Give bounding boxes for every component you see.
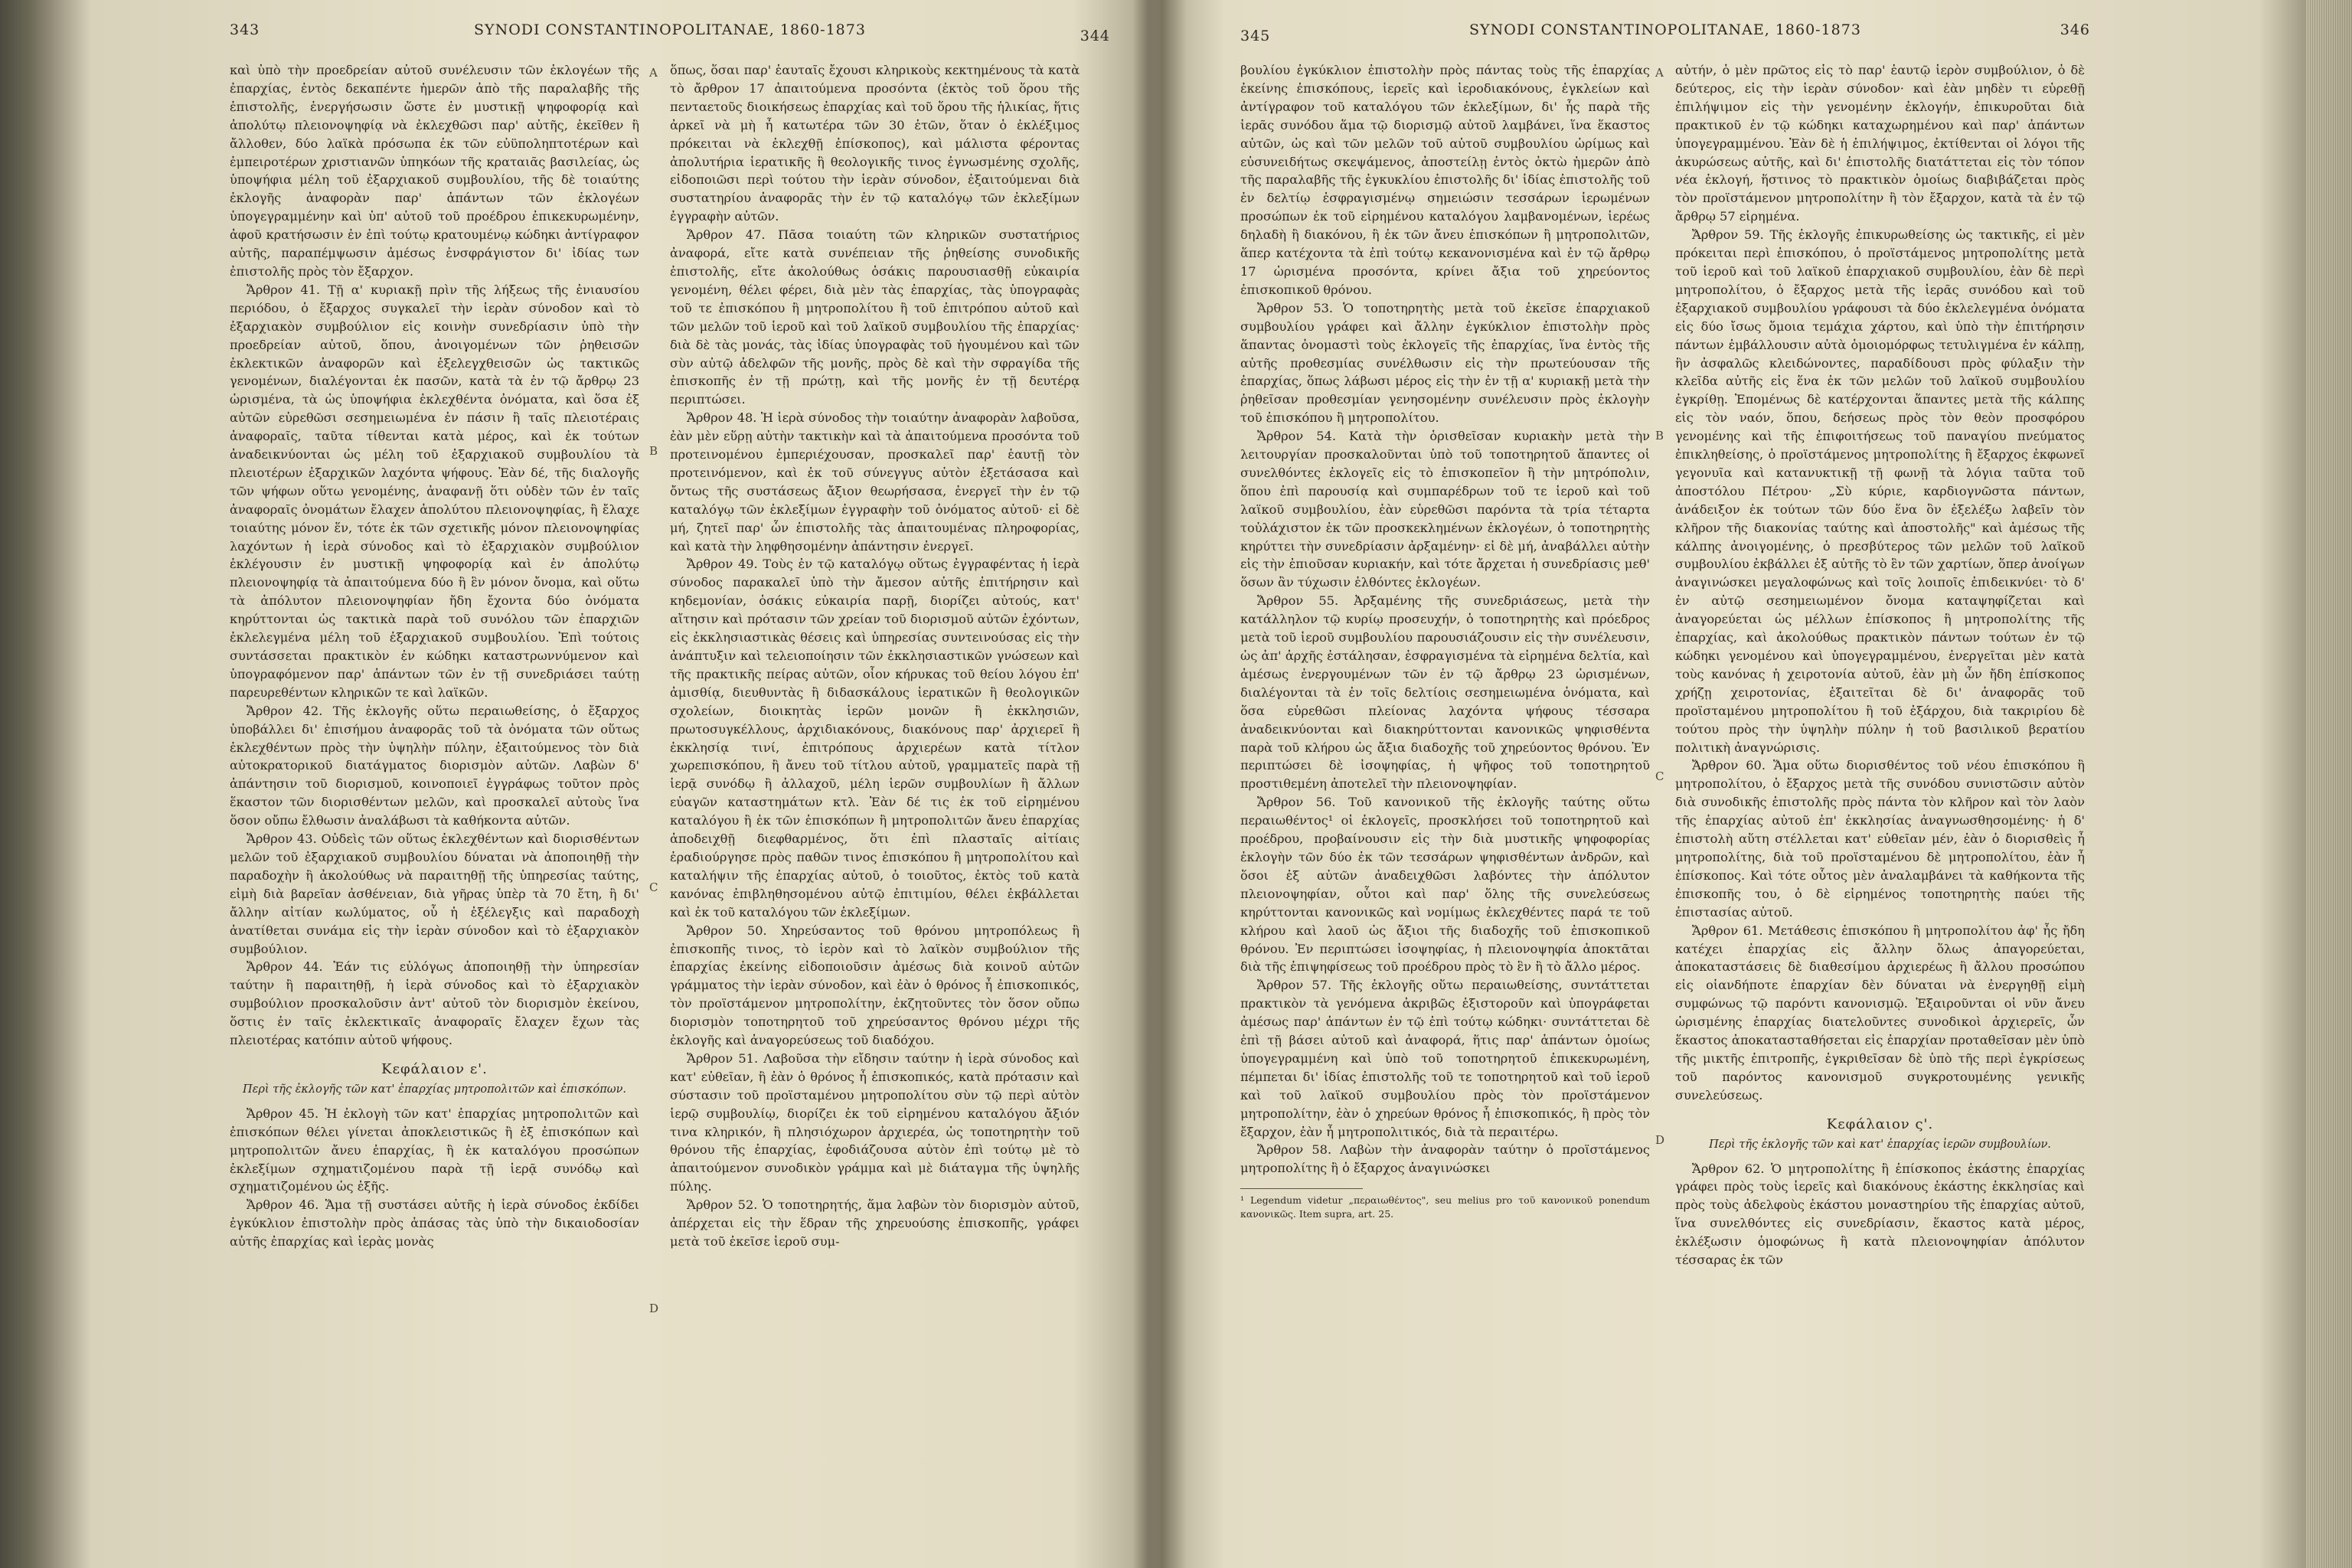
margin-letter-b: B [649, 444, 658, 458]
page-edges [2306, 0, 2352, 1568]
article-45: Ἄρθρον 45. Ἡ ἐκλογὴ τῶν κατ' ἐπαρχίας μητροπολιτῶν καὶ ἐπισκόπων θέλει γίνεται ἀποκλειστικῶς ἢ ἐξ ἐπισκόπων καὶ μητροπολιτῶν ἄνευ ἐπαρχίας, ἢ ἐκ καταλόγου προσώπων ἐκλεξίμων σχηματιζομένου παρὰ τῇ ἱερᾷ συνόδῳ καὶ σχηματιζομένου ὡς ἑξῆς. [230, 1106, 639, 1194]
chapter-subtitle: Περὶ τῆς ἐκλογῆς τῶν κατ' ἐπαρχίας μητροπολιτῶν καὶ ἐπισκόπων. [242, 1083, 627, 1096]
article-61: Ἄρθρον 61. Μετάθεσις ἐπισκόπου ἢ μητροπολίτου ἀφ' ἧς ἤδη κατέχει ἐπαρχίας εἰς ἄλλην ὅλως ἀπαγορεύεται, ἀποκαταστάσεις δὲ διαθεσίμου ἀρχιερέως ἢ ἄλλου προσώπου εἰς οἱανδήποτε ἐπαρχίαν δὲν δύναται νὰ ἐνεργηθῇ εἰμὴ συμφώνως τῷ παρόντι κανονισμῷ. Ἐξαιροῦνται οἱ νῦν ἄνευ ὡρισμένης ἐπαρχίας διατελοῦντες συνοδικοὶ ἀρχιερεῖς, ὧν ἕκαστος ἀποκατασταθήσεται εἰς ἐπαρχίαν προταθεῖσαν μὲν ὑπὸ τῆς μικτῆς ἐπιτροπῆς, ἐγκριθεῖσαν δὲ ὑπὸ τῆς περὶ ἐγκρίσεως τοῦ παρόντος κανονισμοῦ συγκροτουμένης γενικῆς συνελεύσεως. [1675, 923, 2085, 1102]
article-56: Ἄρθρον 56. Τοῦ κανονικοῦ τῆς ἐκλογῆς ταύτης οὕτω περαιωθέντος¹ οἱ ἐκλογεῖς, προσκλήσει τοῦ τοποτηρητοῦ καὶ προέδρου, προβαίνουσιν εἰς τὴν διὰ μυστικῆς ψηφοφορίας ἐκλογὴν τῶν δύο ἐκ τῶν τεσσάρων ψηφισθέντων ἀνδρῶν, καὶ ὅσοι ἐξ αὐτῶν ἀναδειχθῶσι λαβόντες τὴν ἀπόλυτον πλειονοψηφίαν, οὗτοι καὶ παρ' ὅλης τῆς συνελεύσεως κηρύττονται κανονικῶς καὶ νομίμως ἐκλεχθέντες παρά τε τοῦ κλήρου καὶ λαοῦ ὡς ἄξιοι τῆς διαδοχῆς τοῦ ἐπισκοπικοῦ θρόνου. Ἐν περιπτώσει ἰσοψηφίας, ἡ πλειονοψηφία ἀποκτᾶται διὰ τῆς ἐπιψηφίσεως τοῦ προέδρου πρὸς τὸ ἓν ἢ τὸ ἄλλο μέρος. [1240, 795, 1650, 975]
left-page-column-2 [670, 61, 1080, 1539]
footnote: ¹ Legendum videtur „περαιωθέντος", seu melius pro τοῦ κανονικοῦ ponendum κανονικῶς. Item supra, art. 25. [1240, 1194, 1650, 1220]
chapter-heading: Κεφάλαιον ς'. [1826, 1116, 1934, 1132]
article-48: Ἄρθρον 48. Ἡ ἱερὰ σύνοδος τὴν τοιαύτην ἀναφορὰν λαβοῦσα, ἐὰν μὲν εὕρῃ αὐτὴν τακτικὴν καὶ τὰ ἀπαιτούμενα προσόντα τοῦ προτεινομένου ἐμπεριέχουσαν, προσκαλεῖ παρ' ἑαυτῇ τὸν προτεινόμενον, καὶ ἐκ τοῦ σύνεγγυς αὐτὸν ἐξετάσασα καὶ ὄντως τῆς συστάσεως ἄξιον θεωρήσασα, ἐνεργεῖ τὴν ἐν τῷ καταλόγῳ τῶν ἐκλεξίμων ἐγγραφὴν τοῦ ὀνόματος αὐτοῦ· εἰ δὲ μή, ζητεῖ παρ' ὧν ἐπιστολῆς τὰς ἀπαιτουμένας πληροφορίας, καὶ κατὰ τὴν ληφθησομένην ἀπάντησιν ἐνεργεῖ. [670, 410, 1080, 554]
article-41: Ἄρθρον 41. Τῇ α' κυριακῇ πρὶν τῆς λήξεως τῆς ἐνιαυσίου περιόδου, ὁ ἔξαρχος συγκαλεῖ τὴν ἱερὰν σύνοδον καὶ τὸ ἐξαρχιακὸν συμβούλιον εἰς κοινὴν συνεδρίασιν ὑπὸ τὴν προεδρείαν αὐτοῦ, ὅπου, ἀνοιγομένων τῶν ῥηθεισῶν ἐκλεκτικῶν ἀναφορῶν καὶ ἐξελεγχθεισῶν ὡς τακτικῶς γενομένων, διαλέγονται ἐκ πασῶν, κατὰ τὰ ἐν τῷ ἄρθρῳ 23 ὡρισμένα, τὰ ὡς ὑποψήφια ἐκλεχθέντα ὀνόματα, καὶ ὅσα ἐξ αὐτῶν εὑρεθῶσι σεσημειωμένα ἐν πάσιν ἢ ταῖς πλειοτέραις ἀναφοραῖς, ταῦτα τίθενται κατὰ μέρος, καὶ ἐκ τούτων ἀναδεικνύονται ὡς μέλη τοῦ ἐξαρχιακοῦ συμβουλίου τὰ πλειοτέρων ἐξαρχικῶν λαχόντα ψήφους. Ἐὰν δέ, τῆς διαλογῆς τῶν ψήφων οὕτω γενομένης, ἀναφανῇ ὅτι οὐδὲν τῶν ἐν ταῖς ἀναφοραῖς ὀνομάτων ἔλαχεν ἀπολύτου πλειονοψηφίας, ἢ ἔλαχε τοιαύτης μόνον ἕν, τότε ἐκ τῶν σχετικῆς μόνον πλειονοψηφίας λαχόντων ἡ ἱερὰ σύνοδος καὶ τὸ ἐξαρχιακὸν συμβούλιον ἐκλέγουσιν ἐν μυστικῇ ψηφοφορίᾳ καὶ ἐν ἀπολύτῳ πλειονοψηφίᾳ τὰ ἀπαιτούμενα δύο ἢ ἓν μόνον ὄνομα, καὶ οὕτω τὰ ἀπόλυτον πλειονοψηφίαν ἤδη ἔχοντα δύο ὀνόματα κηρύττονται ὡς τακτικὰ παρὰ τοῦ συνόλου τῶν ἐπαρχιῶν ἐκλελεγμένα μέλη τοῦ ἐξαρχιακοῦ συμβουλίου. Ἐπὶ τούτοις συντάσσεται πρακτικὸν ἐν κώδηκι καταστρωννύμενον καὶ ὑπογραφόμενον παρ' ἁπάντων τῶν ἐν τῇ συνεδριάσει ταύτῃ παρευρεθέντων κληρικῶν τε καὶ λαϊκῶν. [230, 282, 639, 700]
article-58: Ἄρθρον 58. Λαβὼν τὴν ἀναφορὰν ταύτην ὁ προϊστάμενος μητροπολίτης ἢ ὁ ἔξαρχος ἀναγινώσκει [1240, 1142, 1650, 1176]
book-gutter [1133, 0, 1187, 1568]
article-46: Ἄρθρον 46. Ἅμα τῇ συστάσει αὐτῆς ἡ ἱερὰ σύνοδος ἐκδίδει ἐγκύκλιον ἐπιστολὴν πρὸς ἁπάσας τὰς ὑπὸ τὴν δικαιοδοσίαν αὐτῆς ἐπαρχίας καὶ ἱερὰς μονὰς [230, 1197, 639, 1250]
article-59: Ἄρθρον 59. Τῆς ἐκλογῆς ἐπικυρωθείσης ὡς τακτικῆς, εἰ μὲν πρόκειται περὶ ἐπισκόπου, ὁ προϊστάμενος μητροπολίτης μετὰ τοῦ ἱεροῦ καὶ τοῦ λαϊκοῦ ἐπαρχιακοῦ συμβουλίου, ἐὰν δὲ περὶ μητροπολίτου, ὁ ἔξαρχος μετὰ τῆς ἱερᾶς συνόδου καὶ τοῦ ἐξαρχιακοῦ συμβουλίου γράφουσι τὰ δύο ἐκλελεγμένα ὀνόματα εἰς δύο ἴσως ὅμοια τεμάχια χάρτου, καὶ ὑπὸ τὴν ἐπιτήρησιν πάντων ἐμβάλλουσιν αὐτὰ ὁμοιομόρφως τετυλιγμένα ἐν κάλπῃ, ἣν ἀσφαλῶς κλειδώνοντες, παραδίδουσι πρὸς φύλαξιν τὴν κλεῖδα αὐτῆς εἰς ἕνα ἐκ τῶν μελῶν τοῦ λαϊκοῦ συμβουλίου ἐγκρίθῃ. Ἐπομένως δὲ κατέρχονται ἅπαντες μετὰ τῆς κάλπης εἰς τὸν ναόν, ὅπου, δεήσεως πρὸς τὸν θεὸν προσφόρου γενομένης καὶ τῆς ἐπιφοιτήσεως τοῦ παναγίου πνεύματος ἐπικληθείσης, ὁ προϊστάμενος μητροπολίτης ἢ ἔξαρχος ἐκφωνεῖ γεγονυῖα καὶ κατανυκτικῇ τῇ φωνῇ τὰ λόγια ταῦτα τοῦ ἀποστόλου Πέτρου· „Σὺ κύριε, καρδιογνῶστα πάντων, ἀνάδειξον ἐκ τούτων τῶν δύο ἕνα ὃν ἐξελέξω λαβεῖν τὸν κλῆρον τῆς διακονίας ταύτης καὶ ἀποστολῆς" καὶ ἀμέσως τῆς κάλπης ἀνοιγομένης, ὁ πρεσβύτερος τῶν μελῶν τοῦ λαϊκοῦ συμβουλίου ἐκβάλλει ἐξ αὐτῆς τὸ ἓν τῶν χαρτίων, ὅπερ ἀνοίγων ἀναγινώσκει μεγαλοφώνως καὶ τοῖς λοιποῖς ἐπιδεικνύει· τὸ δ' ἐν αὐτῷ σεσημειωμένον ὄνομα καταψηφίζεται καὶ ἀναγορεύεται ὡς μέλλων ἐπίσκοπος ἢ μητροπολίτης τῆς ἐπαρχίας, καὶ ἀκολούθως πρακτικὸν πάντων τούτων ἐν τῷ κώδηκι γενομένου καὶ ὑπογεγραμμένου, ἐνεργεῖται μὲν κατὰ τοὺς κανόνας ἡ χειροτονία αὐτοῦ, ἐὰν μὴ ὦν ἤδη ἐπίσκοπος χρήζῃ χειροτονίας, ἐξαιτεῖται δὲ δι' ἀναφορᾶς τοῦ προϊσταμένου μητροπολίτου ἢ τοῦ ἐξάρχου, διὰ τακριρίου δὲ τούτου πρὸς τὴν ὑψηλὴν πύλην ἡ τοῦ βασιλικοῦ βερατίου πολιτικὴ ἀναγνώρισις. [1675, 227, 2085, 755]
article-53: Ἄρθρον 53. Ὁ τοποτηρητὴς μετὰ τοῦ ἐκεῖσε ἐπαρχιακοῦ συμβουλίου γράφει καὶ ἄλλην ἐγκύκλιον ἐπιστολὴν πρὸς ἅπαντας ὀνομαστὶ τοὺς ἐκλογεῖς τῆς ἐπαρχίας, ἵνα ἐντὸς τῆς αὐτῆς προθεσμίας συνέλθωσιν εἰς τὴν πρωτεύουσαν τῆς ἐπαρχίας, ὅπως λάβωσι μέρος εἰς τὴν ἐν τῇ α' κυριακῇ μετὰ τὴν ῥηθεῖσαν προθεσμίαν γενησομένην συνέλευσιν πρὸς ἐκλογὴν τοῦ ἐπισκόπου ἢ μητροπολίτου. [1240, 300, 1650, 426]
running-title-left: SYNODI CONSTANTINOPOLITANAE, 1860-1873 [474, 21, 866, 38]
running-head-left [230, 21, 1110, 52]
chapter-subtitle: Περὶ τῆς ἐκλογῆς τῶν καὶ κατ' ἐπαρχίας ἱερῶν συμβουλίων. [1709, 1138, 2051, 1151]
paragraph: ὅπως, ὅσαι παρ' ἑαυταῖς ἔχουσι κληρικοὺς κεκτημένους τὰ κατὰ τὸ ἄρθρον 17 ἀπαιτούμενα προσόντα (ἐκτὸς τοῦ ὅρου τῆς πενταετοῦς διοικήσεως ἐπαρχίας καὶ τοῦ ὅρου τῆς ἡλικίας, ἥτις ἀρκεῖ νὰ μὴ ἦ κατωτέρα τῶν 30 ἐτῶν, ὅταν ὁ ἐκλέξιμος πρόκειται νὰ ἐκλεχθῇ ἐπίσκοπος), καὶ μάλιστα φέροντας ἀπολυτήρια ἱερατικῆς ἢ θεολογικῆς τινος ἐγνωσμένης σχολῆς, εἰδοποιῶσι περὶ τούτου τὴν ἱερὰν σύνοδον, ἐξαιτούμεναι διὰ συστατηρίου ἀναφορᾶς τὴν ἐν τῷ καταλόγῳ τῶν ἐκλεξίμων ἐγγραφὴν αὐτῶν. [670, 63, 1080, 224]
margin-letter-a: A [649, 66, 658, 80]
margin-letter-a-right: A [1655, 66, 1664, 80]
margin-letter-d: D [649, 1302, 659, 1315]
page-number-343: 343 [230, 21, 260, 38]
article-49: Ἄρθρον 49. Τοὺς ἐν τῷ καταλόγῳ οὕτως ἐγγραφέντας ἡ ἱερὰ σύνοδος παρακαλεῖ ὑπὸ τὴν ἄμεσον αὐτῆς ἐπιτήρησιν καὶ κηδεμονίαν, ὁσάκις εὐκαιρία παρῇ, διορίζει αὐτούς, κατ' αἴτησιν καὶ πρότασιν τῶν χρείαν τοῦ διορισμοῦ αὐτῶν ἐχόντων, εἰς ἐκκλησιαστικὰς θέσεις καὶ ὑπηρεσίας συντεινούσας εἰς τὴν ἀνάπτυξιν καὶ τελειοποίησιν τῶν ἐκκλησιαστικῶν γνώσεων καὶ τῆς πρακτικῆς πείρας αὐτῶν, οἷον κήρυκας τοῦ θείου λόγου ἐπ' ἀμισθίᾳ, διευθυντὰς ἢ διδασκάλους ἱερατικῶν ἢ θεολογικῶν σχολείων, διοικητὰς ἱερῶν μονῶν ἢ ἐκκλησιῶν, πρωτοσυγκέλλους, ἀρχιδιακόνους, διακόνους παρ' ἀρχιερεῖ ἢ ἐκκλησίᾳ τινί, ἐπιτρόπους ἀρχιερέων κατὰ τίτλον χωρεπισκόπου, ἢ ἄνευ τοῦ τίτλου αὐτοῦ, γραμματεῖς παρὰ τῇ ἱερᾷ συνόδῳ ἢ ἀλλαχοῦ, μέλη ἱερῶν συμβουλίων ἢ ἄλλων εὐαγῶν καταστημάτων κτλ. Ἐὰν δέ τις ἐκ τοῦ εἰρημένου καταλόγου ἢ ἐκ τῶν ἐπισκόπων ἢ μητροπολιτῶν ἄνευ ἐπαρχίας ἀποδειχθῇ διεφθαρμένος, ὅτι ἐπὶ πλασταῖς αἰτίαις ἐραδιούργησε πρὸς παθῶν τινος ἐπισκόπου ἢ μητροπολίτου καὶ καταλήψιν τῆς ἐπαρχίας αὐτοῦ, ὁ τοιοῦτος, ἐκτὸς τοῦ κατὰ κανόνας ἐπιβληθησομένου αὐτῷ ἐπιτιμίου, θέλει ἐκβάλλεται καὶ ἐκ τοῦ καταλόγου τῶν ἐκλεξίμων. [670, 557, 1080, 920]
margin-letter-c: C [649, 880, 658, 894]
article-50: Ἄρθρον 50. Χηρεύσαντος τοῦ θρόνου μητροπόλεως ἢ ἐπισκοπῆς τινος, τὸ ἱερὸν καὶ τὸ λαϊκὸν συμβούλιον τῆς ἐπαρχίας ἐκείνης εἰδοποιοῦσιν ἀμέσως διὰ κοινοῦ αὐτῶν γράμματος τὴν ἱερὰν σύνοδον, καὶ ἐὰν ὁ θρόνος ἦ ἐπισκοπικός, τὸν προϊστάμενον μητροπολίτην, ἐκζητοῦντες τὸν ὅσον οὔπω διορισμὸν τοποτηρητοῦ τοῦ χηρεύσαντος θρόνου μέχρι τῆς ἐκλογῆς καὶ ἀναγορεύσεως τοῦ διαδόχου. [670, 923, 1080, 1048]
article-51: Ἄρθρον 51. Λαβοῦσα τὴν εἴδησιν ταύτην ἡ ἱερὰ σύνοδος καὶ κατ' εὐθεῖαν, ἢ ἐὰν ὁ θρόνος ἦ ἐπισκοπικός, κατὰ πρότασιν καὶ σύστασιν τοῦ προϊσταμένου μητροπολίτου σὺν τῷ περὶ αὐτὸν ἱερῷ συμβουλίῳ, διορίζει ἐκ τοῦ εἰρημένου καταλόγου ἄξιόν τινα κληρικόν, ἢ πλησιόχωρον ἀρχιερέα, ὡς τοποτηρητὴν τοῦ θρόνου τῆς ἐπαρχίας, ἐφοδιάζουσα αὐτὸν ἐπὶ τούτῳ μὲ τὸ ἀπαιτούμενον συνοδικὸν γράμμα καὶ μὲ διάταγμα τῆς ὑψηλῆς πύλης. [670, 1050, 1080, 1194]
article-60: Ἄρθρον 60. Ἅμα οὕτω διορισθέντος τοῦ νέου ἐπισκόπου ἢ μητροπολίτου, ὁ ἔξαρχος μετὰ τῆς συνόδου συνιστῶσιν αὐτὸν διὰ συνοδικῆς ἐπιστολῆς πρὸς πάντα τὸν κλῆρον καὶ τὸν λαὸν τῆς ἐπαρχίας αὐτοῦ ἐπ' ἐκκλησίας ἀναγνωσθησομένης· ἡ δ' ἐπιστολὴ αὕτη στέλλεται κατ' εὐθεῖαν μέν, ἐὰν ὁ διορισθεὶς ἦ μητροπολίτης, διὰ τοῦ προϊσταμένου δὲ μητροπολίτου, ἐὰν ἦ ἐπίσκοπος. Καὶ τότε οὗτος μὲν ἀναλαμβάνει τὰ καθήκοντα τῆς ἐπισκοπῆς του, ὁ δὲ εἰρημένος τοποτηρητὴς παύει τῆς ἐπιστασίας αὐτοῦ. [1675, 758, 2085, 920]
chapter-heading: Κεφάλαιον ε'. [381, 1060, 488, 1077]
right-page-column-1 [1240, 61, 1650, 1539]
article-54: Ἄρθρον 54. Κατὰ τὴν ὁρισθεῖσαν κυριακὴν μετὰ τὴν λειτουργίαν προσκαλοῦνται ὑπὸ τοῦ τοποτηρητοῦ ἅπαντες οἱ συνελθόντες ἐκλογεῖς εἰς τὸ ἐπισκοπεῖον ἢ τὴν μητρόπολιν, ὅπου ἐπὶ παρουσίᾳ καὶ συμπαρέδρων τοῦ τε ἱεροῦ καὶ τοῦ λαϊκοῦ συμβουλίου, ἐὰν εὑρεθῶσι παρόντα τὰ τρία τέταρτα τοὐλάχιστον ἐκ τῶν προσκεκλημένων ἐκλογέων, ὁ τοποτηρητὴς κηρύττει τὴν συνεδρίασιν ἀρξαμένην· εἰ δὲ μή, ἀναβάλλει αὐτὴν εἰς τὴν ἐπιοῦσαν κυριακήν, καὶ τότε ἄρχεται ἡ συνεδρίασις μεθ' ὅσων ἂν τύχωσιν ἐλθόντες ἐκλογέων. [1240, 429, 1650, 590]
margin-letter-c-right: C [1655, 769, 1664, 783]
article-55: Ἄρθρον 55. Ἀρξαμένης τῆς συνεδριάσεως, μετὰ τὴν κατάλληλον τῷ κυρίῳ προσευχήν, ὁ τοποτηρητὴς καὶ πρόεδρος μετὰ τοῦ ἱεροῦ συμβουλίου παρουσιάζουσιν εἰς τὴν συνέλευσιν, ὡς ἀπ' ἀρχῆς ἐστάλησαν, ἐσφραγισμένα τὰ εἰρημένα δελτία, καὶ ἀμέσως ἐνεργουμένων τῶν ἐν τῷ ἄρθρῳ 23 ὡρισμένων, διαλέγονται τὰ ἐν τοῖς δελτίοις σεσημειωμένα ὀνόματα, καὶ ὅσα εὑρεθῶσι πλείονας λαχόντα ψήφους τέσσαρα ἀναδεικνύονται καὶ διακηρύττονται κανονικῶς ψηφισθέντα παρὰ τοῦ κλήρου ὡς ἄξια διαδοχῆς τοῦ χηρεύοντος θρόνου. Ἐν περιπτώσει δὲ ἰσοψηφίας, ἡ ψῆφος τοῦ τοποτηρητοῦ προστιθεμένη ἀποτελεῖ τὴν πλειονοψηφίαν. [1240, 593, 1650, 792]
running-head-right [1240, 21, 2090, 52]
running-title-right: SYNODI CONSTANTINOPOLITANAE, 1860-1873 [1469, 21, 1861, 38]
right-page-column-2 [1675, 61, 2085, 1539]
paragraph: βουλίου ἐγκύκλιον ἐπιστολὴν πρὸς πάντας τοὺς τῆς ἐπαρχίας ἐκείνης ἐπισκόπους, ἱερεῖς καὶ ἱεροδιακόνους, ἐγκλείων καὶ ἀντίγραφον τοῦ καταλόγου τῶν ἐκλεξίμων, δι' ἧς παρὰ τῆς ἱερᾶς συνόδου ἅμα τῷ διορισμῷ αὐτοῦ λαμβάνει, ἵνα ἕκαστος αὐτῶν, ὡς καὶ τῶν μελῶν τοῦ αὐτοῦ συμβουλίου ὡρίμως καὶ εὐσυνειδήτως σκεψάμενος, ἀποστείλῃ ἐντὸς ὀκτὼ ἡμερῶν ἀπὸ τῆς παραλαβῆς τῆς ἐγκυκλίου ἐπιστολῆς δι' ἰδίας ἐπιστολῆς τοῦ ἐν δελτίῳ ἐσφραγισμένῳ σημειώσιν τεσσάρων ἱερωμένων προσώπων ἐκ τοῦ εἰρημένου καταλόγου λαμβανομένων, ἱερέως δηλαδὴ ἢ διακόνου, ἢ ἐκ τῶν ἄνευ ἐπισκόπων ἢ μητροπολιτῶν, ἅπερ κατέχοντα τὰ ἐπὶ τούτῳ κεκανονισμένα καὶ ἐν τῷ ἄρθρῳ 17 ὡρισμένα προσόντα, κρίνει ἄξια τοῦ χηρεύοντος ἐπισκοπικοῦ θρόνου. [1240, 63, 1650, 297]
article-43: Ἄρθρον 43. Οὐδεὶς τῶν οὕτως ἐκλεχθέντων καὶ διορισθέντων μελῶν τοῦ ἐξαρχιακοῦ συμβουλίου δύναται νὰ ἀποποιηθῇ τὴν παραδοχὴν ἢ ἀκολούθως νὰ παραιτηθῇ τῆς ὑπηρεσίας ταύτης, εἰμὴ διὰ βαρεῖαν ἀσθένειαν, διὰ γῆρας ὑπὲρ τὰ 70 ἔτη, ἢ δι' ἄλλην αἰτίαν κωλύματος, οὗ ἡ ἐξέλεγξις καὶ παραδοχὴ ἀνατίθεται συνάμα εἰς τὴν ἱερὰν σύνοδον καὶ τὸ ἐξαρχιακὸν συμβούλιον. [230, 831, 639, 956]
article-57: Ἄρθρον 57. Τῆς ἐκλογῆς οὕτω περαιωθείσης, συντάττεται πρακτικὸν τὰ γενόμενα ἀκριβῶς ἐξιστοροῦν καὶ ὑπογράφεται ἀμέσως παρ' ἁπάντων ἐν τῷ ἐπὶ τούτῳ κώδηκι· συντάττεται δὲ ἐπὶ τῇ βάσει αὐτοῦ καὶ ἀναφορά, ἥτις παρ' ἁπάντων ὁμοίως ὑπογεγραμμένη καὶ ὑπὸ τοῦ τοποτηρητοῦ ἐπικεκυρωμένη, πέμπεται δι' ἰδίας ἐπιστολῆς τοῦ τε τοποτηρητοῦ καὶ τοῦ ἱεροῦ καὶ τοῦ λαϊκοῦ συμβουλίου πρὸς τὸν προϊστάμενον μητροπολίτην, ἐὰν ὁ χηρεύων θρόνος ἦ ἐπισκοπικός, ἢ πρὸς τὸν ἔξαρχον, ἐὰν ἦ μητροπολιτικός, διὰ τὰ περαιτέρω. [1240, 978, 1650, 1139]
article-42: Ἄρθρον 42. Τῆς ἐκλογῆς οὕτω περαιωθείσης, ὁ ἔξαρχος ὑποβάλλει δι' ἐπισήμου ἀναφορᾶς τοῦ τὰ ὀνόματα τῶν οὕτως ἐκλεχθέντων πρὸς τὴν ὑψηλὴν πύλην, ἐξαιτούμενος τὸν διὰ αὐτοκρατορικοῦ διατάγματος διορισμὸν αὐτῶν. Λαβὼν δ' ἀπάντησιν τοῦ διορισμοῦ, κοινοποιεῖ ἐγγράφως τοῦτον πρὸς ἕκαστον τῶν διορισθέντων μελῶν, καὶ προσκαλεῖ αὐτοὺς ἵνα ὅσον οὔπω ἔλθωσιν ἀναλάβωσι τὰ καθήκοντα αὐτῶν. [230, 703, 639, 828]
article-52: Ἄρθρον 52. Ὁ τοποτηρητής, ἅμα λαβὼν τὸν διορισμὸν αὐτοῦ, ἀπέρχεται εἰς τὴν ἕδραν τῆς χηρευούσης ἐπισκοπῆς, γράφει μετὰ τοῦ ἐκεῖσε ἱεροῦ συμ- [670, 1197, 1080, 1249]
page-number-346: 346 [2060, 21, 2090, 38]
page-number-344: 344 [1080, 28, 1110, 44]
margin-letter-b-right: B [1655, 429, 1664, 443]
article-44: Ἄρθρον 44. Ἐάν τις εὐλόγως ἀποποιηθῇ τὴν ὑπηρεσίαν ταύτην ἢ παραιτηθῇ, ἡ ἱερὰ σύνοδος καὶ τὸ ἐξαρχιακὸν συμβούλιον προσκαλοῦσιν ἀντ' αὐτοῦ τὸν διορισμὸν ἐκείνου, ὅστις ἐν ταῖς ἐκλεκτικαῖς ἀναφοραῖς ἔλαχεν ἔχων τὰς πλειοτέρας κατόπιν αὐτοῦ ψήφους. [230, 959, 639, 1048]
paragraph: αὐτήν, ὁ μὲν πρῶτος εἰς τὸ παρ' ἑαυτῷ ἱερὸν συμβούλιον, ὁ δὲ δεύτερος, εἰς τὴν ἱερὰν σύνοδον· καὶ ἐὰν μηδὲν τι εὑρεθῇ ἐπιλήψιμον εἰς τὴν γενομένην ἐκλογήν, ἐπικυροῦται διὰ πρακτικοῦ ἐν τῷ κώδηκι καταχωρημένου καὶ παρ' ἁπάντων ὑπογεγραμμένου. Ἐὰν δὲ ἡ ἐπιλήψιμος, ἐκτίθενται οἱ λόγοι τῆς ἀκυρώσεως αὐτῆς, καὶ δι' ἐπιστολῆς διατάττεται εἰς τὸν τόπον νέα ἐκλογή, ἥστινος τὸ πρακτικὸν ὁμοίως διαβιβάζεται πρὸς τὸν προϊστάμενον μητροπολίτην ἢ τὸν ἔξαρχον, κατὰ τὰ ἐν τῷ ἄρθρῳ 57 εἰρημένα. [1675, 63, 2085, 224]
footnote-rule [1240, 1188, 1363, 1189]
article-47: Ἄρθρον 47. Πᾶσα τοιαύτη τῶν κληρικῶν συστατήριος ἀναφορά, εἴτε κατὰ συνέπειαν τῆς ῥηθείσης συνοδικῆς ἐπιστολῆς, εἴτε ἀκολούθως ὁσάκις παρουσιασθῇ εὐκαιρία γενομένη, θέλει φέρει, διὰ μὲν τὰς ἐπαρχίας, τὰς ὑπογραφὰς τοῦ τε ἐπισκόπου ἢ μητροπολίτου ἢ τοῦ ἐπιτρόπου αὐτοῦ καὶ τῶν μελῶν τοῦ ἱεροῦ καὶ τοῦ λαϊκοῦ συμβουλίου τῆς ἐπαρχίας· διὰ δὲ τὰς μονάς, τὰς ἰδίας ὑπογραφὰς τοῦ ἡγουμένου καὶ τῶν σὺν αὐτῷ ἀδελφῶν τῆς μονῆς, πρὸς δὲ καὶ τὴν σφραγίδα τῆς ἐπισκοπῆς ἐν τῇ πρώτῃ, καὶ τῆς μονῆς ἐν τῇ δευτέρᾳ περιπτώσει. [670, 227, 1080, 407]
paragraph: καὶ ὑπὸ τὴν προεδρείαν αὐτοῦ συνέλευσιν τῶν ἐκλογέων τῆς ἐπαρχίας, ἐντὸς δεκαπέντε ἡμερῶν ἀπὸ τῆς παραλαβῆς τῆς ἐπιστολῆς, ἐνεργήσωσιν ὥστε ἐν μυστικῇ ψηφοφορίᾳ καὶ ἀπολύτῳ πλειονοψηφίᾳ νὰ ἐκλεχθῶσι παρ' αὐτῆς, ἐκεῖθεν ἢ ἄλλοθεν, δύο λαϊκὰ πρόσωπα ἐκ τῶν εὐϋποληπτοτέρων καὶ ἐμπειροτέρων χριστιανῶν ὑπηκόων τῆς κραταιᾶς βασιλείας, ὡς ὑποψήφια μέλη τοῦ ἐξαρχιακοῦ συμβουλίου, τῆς δὲ τοιαύτης ἐκλογῆς ἀναφορὰν παρ' ἁπάντων τῶν ἐκλογέων ὑπογεγραμμένην καὶ ὑπ' αὐτοῦ τοῦ προέδρου ἐπικεκυρωμένην, ἀφοῦ κρατήσωσιν ἐν ἐπὶ τούτῳ κρατουμένῳ κώδηκι ἀντίγραφον αὐτῆς, παραπέμψωσιν ἀμέσως ἐνσφράγιστον δι' ἰδίας των ἐπιστολῆς πρὸς τὸν ἔξαρχον. [230, 63, 639, 279]
page-number-345: 345 [1240, 28, 1271, 44]
margin-letter-d-right: D [1655, 1133, 1665, 1147]
right-page [1240, 0, 2090, 1568]
left-page [230, 0, 1110, 1568]
article-62: Ἄρθρον 62. Ὁ μητροπολίτης ἢ ἐπίσκοπος ἑκάστης ἐπαρχίας γράφει πρὸς τοὺς ἱερεῖς καὶ διακόνους ἑκάστης ἐκκλησίας καὶ πρὸς τοὺς ἀδελφοὺς ἑκάστου μοναστηρίου τῆς ἐπαρχίας αὐτοῦ, ἵνα συνελθόντες εἰς συνεδρίασιν, ἕκαστος κατὰ μέρος, ἐκλέξωσιν ὁμοφώνως ἢ κατὰ πλειονοψηφίαν ἀπόλυτον τέσσαρας ἐκ τῶν [1675, 1161, 2085, 1268]
left-page-column-1 [230, 61, 639, 1539]
